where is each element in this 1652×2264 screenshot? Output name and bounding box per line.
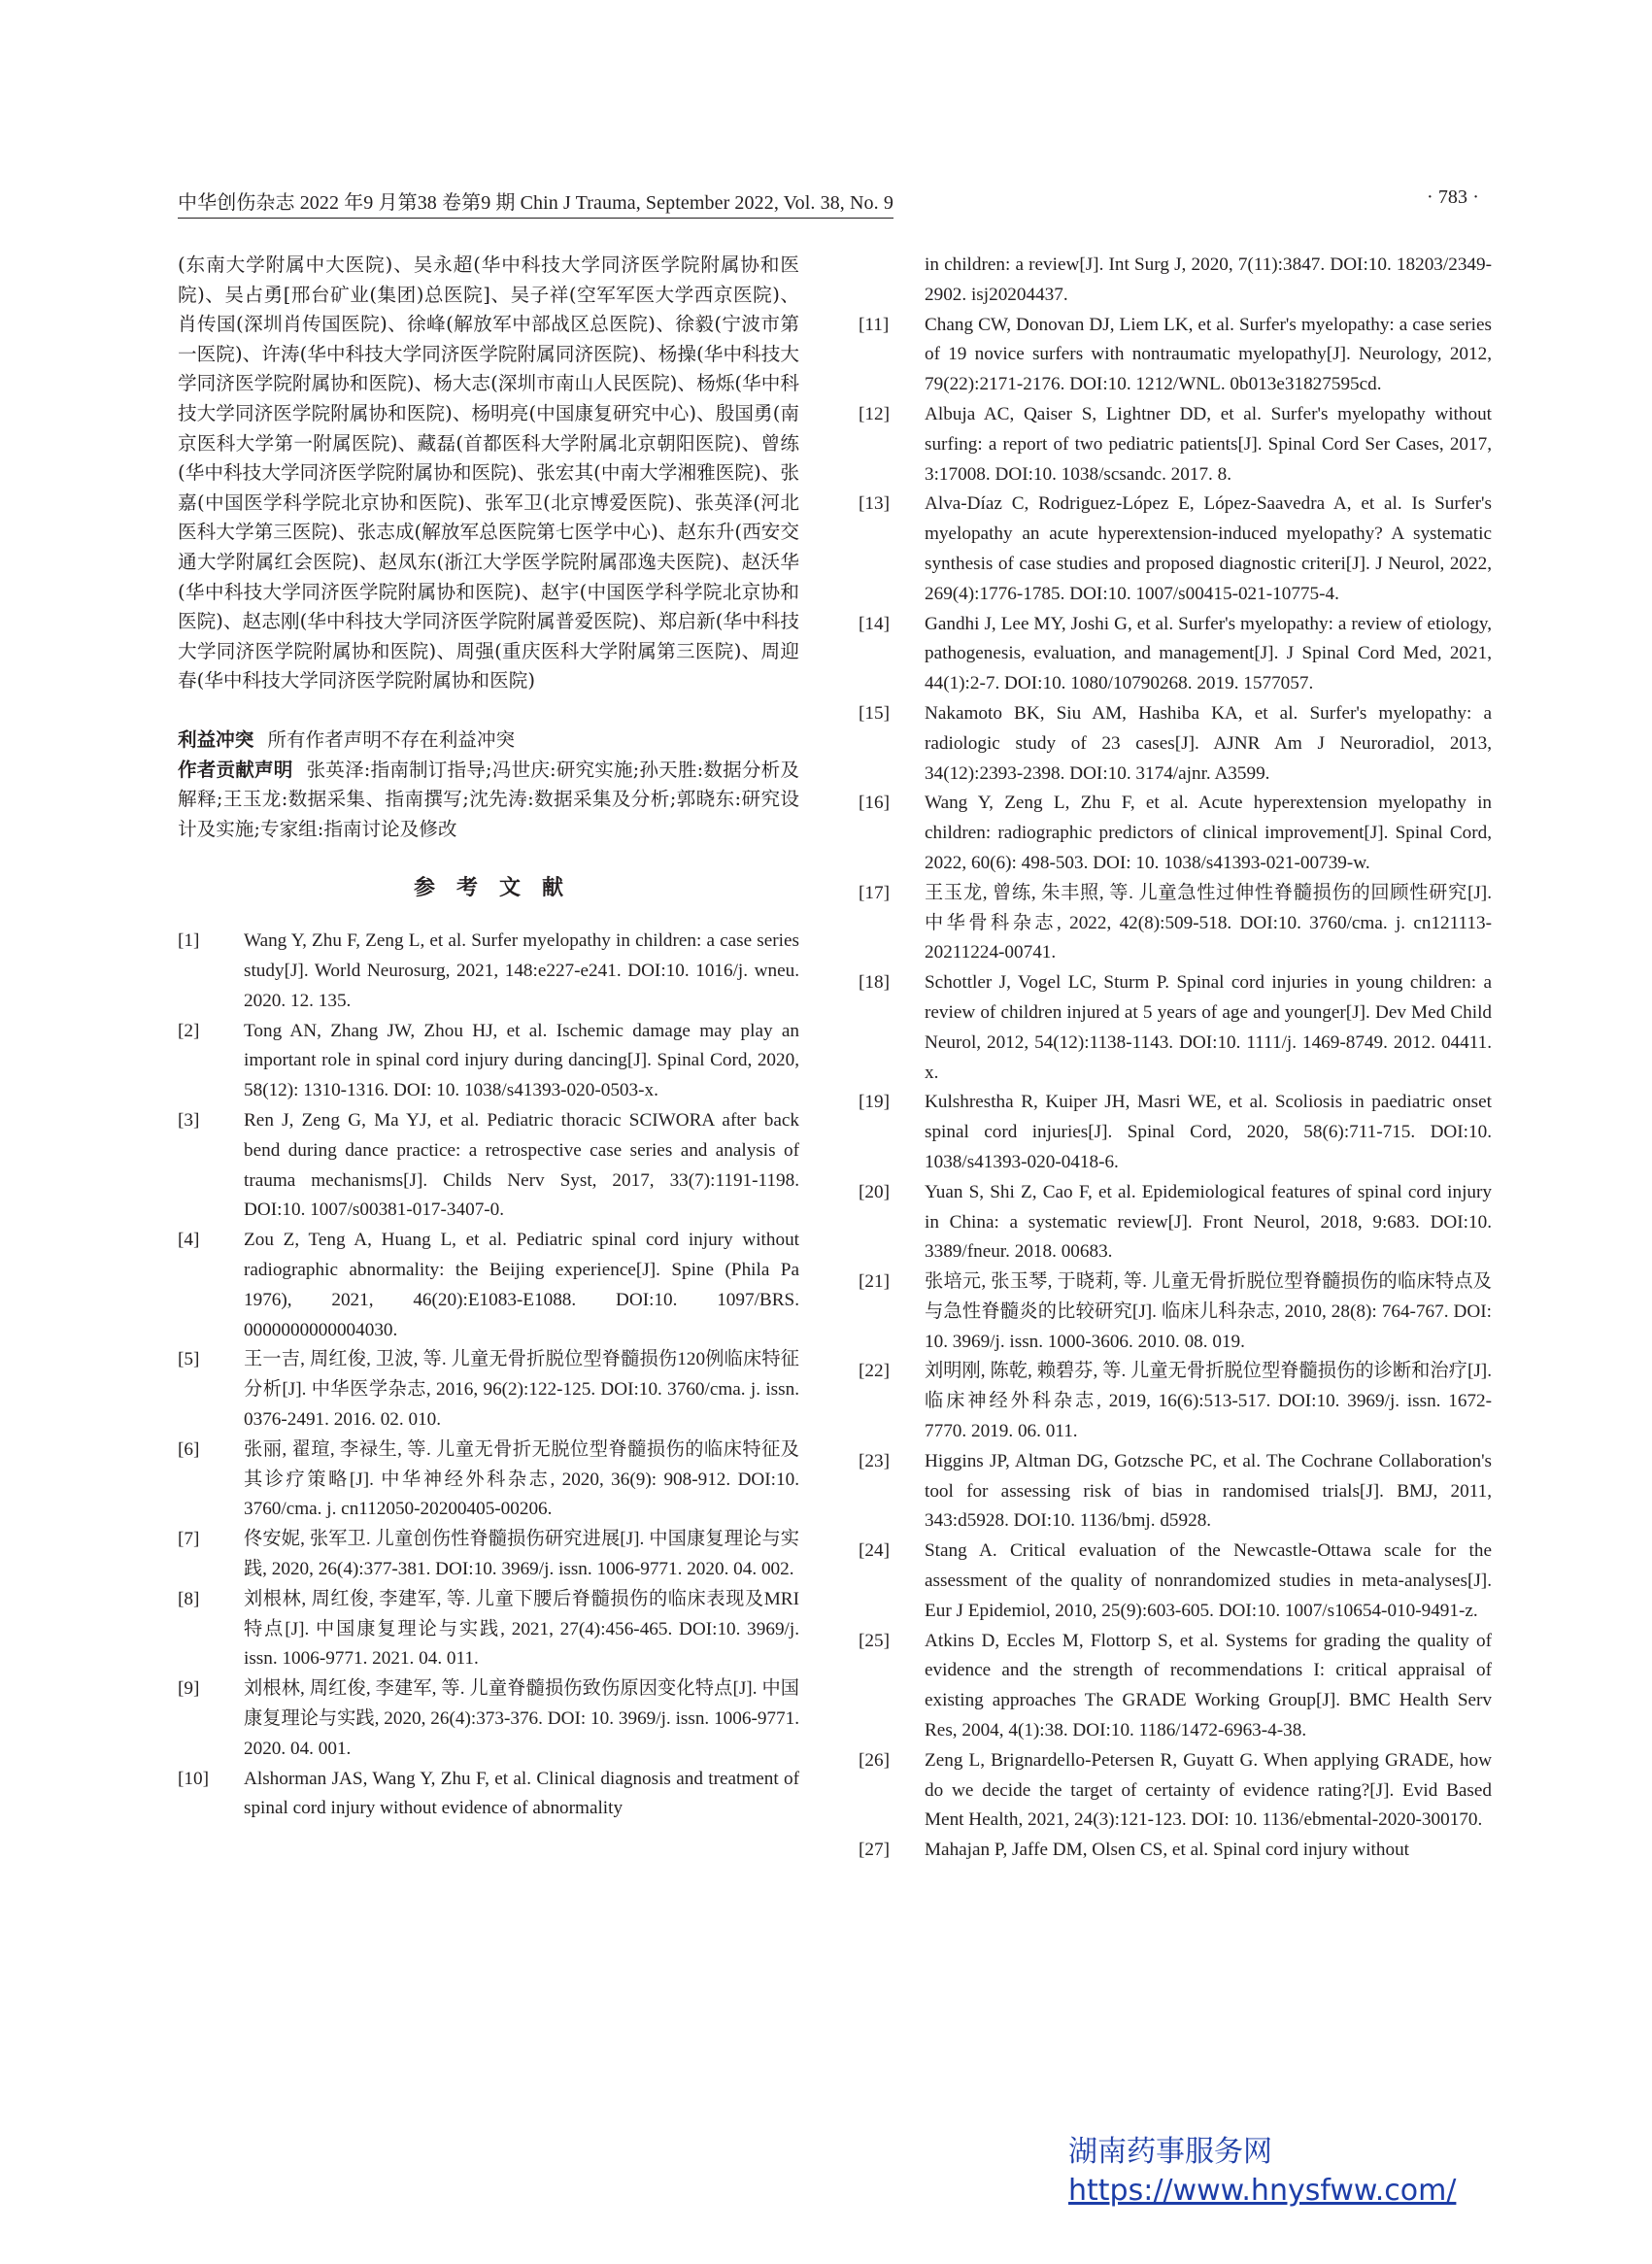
reference-number: [24] xyxy=(859,1540,890,1562)
left-column xyxy=(178,251,799,1824)
reference-item xyxy=(859,1267,1492,1357)
reference-number: [22] xyxy=(859,1361,890,1382)
reference-number: [18] xyxy=(859,972,890,994)
reference-text: Stang A. Critical evaluation of the Newcastle-Ottawa scale for the assessment of the quality of nonrandomized studies in meta-analyses[J]. Eur J Epidemiol, 2010, 25(9):603-605. DOI:10. 1007/s10654-010-9491-z. xyxy=(925,1540,1492,1621)
reference-number: [4] xyxy=(178,1230,200,1251)
reference-item xyxy=(859,251,1492,311)
contributors-list: (东南大学附属中大医院)、吴永超(华中科技大学同济医学院附属协和医院)、吴占勇[邢台矿业(集团)总医院]、吴子祥(空军军医大学西京医院)、肖传国(深圳肖传国医院)、徐峰(解放军中部战区总医院)、徐毅(宁波市第一医院)、许涛(华中科技大学同济医学院附属同济医院)、杨操(华中科技大学同济医学院附属协和医院)、杨大志(深圳市南山人民医院)、杨烁(华中科技大学同济医学院附属协和医院)、杨明亮(中国康复研究中心)、殷国勇(南京医科大学第一附属医院)、藏磊(首都医科大学附属北京朝阳医院)、曾练(华中科技大学同济医学院附属协和医院)、张宏其(中南大学湘雅医院)、张嘉(中国医学科学院北京协和医院)、张军卫(北京博爱医院)、张英泽(河北医科大学第三医院)、张志成(解放军总医院第七医学中心)、赵东升(西安交通大学附属红会医院)、赵凤东(浙江大学医学院附属邵逸夫医院)、赵沃华(华中科技大学同济医学院附属协和医院)、赵宇(中国医学科学院北京协和医院)、赵志刚(华中科技大学同济医学院附属普爱医院)、郑启新(华中科技大学同济医学院附属协和医院)、周强(重庆医科大学附属第三医院)、周迎春(华中科技大学同济医学院附属协和医院) xyxy=(178,253,799,693)
reference-item xyxy=(178,1345,799,1435)
reference-text: Gandhi J, Lee MY, Joshi G, et al. Surfer's myelopathy: a review of etiology, pathogenesis, evaluation, and management[J]. J Spinal Cord Med, 2021, 44(1):2-7. DOI:10. 1080/10790268. 2019. 1577057. xyxy=(925,613,1492,694)
reference-item xyxy=(178,1436,799,1525)
reference-text: 王玉龙, 曾练, 朱丰照, 等. 儿童急性过伸性脊髓损伤的回顾性研究[J]. 中华骨科杂志, 2022, 42(8):509-518. DOI:10. 3760/cma. j. cn121113-20211224-00741. xyxy=(925,882,1492,963)
reference-text: Nakamoto BK, Siu AM, Hashiba KA, et al. Surfer's myelopathy: a radiologic study of 23 cases[J]. AJNR Am J Neuroradiol, 2013, 34(12):2393-2398. DOI:10. 3174/ajnr. A3599. xyxy=(925,702,1492,784)
reference-text: Alshorman JAS, Wang Y, Zhu F, et al. Clinical diagnosis and treatment of spinal cord injury without evidence of abnormality xyxy=(244,1768,799,1819)
reference-item xyxy=(178,1525,799,1585)
reference-number: [16] xyxy=(859,793,890,814)
conflict-label: 利益冲突 xyxy=(178,727,254,751)
reference-text: Yuan S, Shi Z, Cao F, et al. Epidemiological features of spinal cord injury in China: a systematic review[J]. Front Neurol, 2018, 9:683. DOI:10. 3389/fneur. 2018. 00683. xyxy=(925,1181,1492,1263)
reference-number: [19] xyxy=(859,1092,890,1113)
reference-number: [17] xyxy=(859,882,890,903)
contribution-text: 张英泽:指南制订指导;冯世庆:研究实施;孙天胜:数据分析及解释;王玉龙:数据采集、指南撰写;沈先涛:数据采集及分析;郭晓东:研究设计及实施;专家组:指南讨论及修改 xyxy=(178,758,799,840)
reference-item xyxy=(859,610,1492,699)
references-list-right xyxy=(859,251,1492,1866)
reference-number: [7] xyxy=(178,1529,200,1550)
reference-number: [15] xyxy=(859,702,890,724)
watermark-name: 湖南药事服务网 xyxy=(1068,2135,1272,2169)
reference-number: [23] xyxy=(859,1450,890,1471)
reference-number: [9] xyxy=(178,1678,200,1700)
reference-text: Tong AN, Zhang JW, Zhou HJ, et al. Ischemic damage may play an important role in spinal cord injury during dancing[J]. Spinal Cord, 2020, 58(12): 1310-1316. DOI: 10. 1038/s41393-020-0503-x. xyxy=(244,1020,799,1101)
reference-text: Chang CW, Donovan DJ, Liem LK, et al. Surfer's myelopathy: a case series of 19 novice surfers with nontraumatic myelopathy[J]. Neurology, 2012, 79(22):2171-2176. DOI:10. 1212/WNL. 0b013e31827595cd. xyxy=(925,314,1492,395)
running-header xyxy=(178,181,1479,220)
reference-number: [5] xyxy=(178,1349,200,1370)
reference-text: 张培元, 张玉琴, 于晓莉, 等. 儿童无骨折脱位型脊髓损伤的临床特点及与急性脊髓炎的比较研究[J]. 临床儿科杂志, 2010, 28(8): 764-767. DOI: 10. 3969/j. issn. 1000-3606. 2010. 08. 019. xyxy=(925,1271,1492,1352)
reference-text: Alva-Díaz C, Rodriguez-López E, López-Saavedra A, et al. Is Surfer's myelopathy an acute hyperextension-induced myelopathy? A systematic synthesis of case studies and proposed diagnostic criteri[J]. J Neurol, 2022, 269(4):1776-1785. DOI:10. 1007/s00415-021-10775-4. xyxy=(925,493,1492,604)
reference-item xyxy=(178,1674,799,1764)
reference-item xyxy=(859,490,1492,609)
reference-text: Higgins JP, Altman DG, Gotzsche PC, et al. The Cochrane Collaboration's tool for assessing risk of bias in randomised trials[J]. BMJ, 2011, 343:d5928. DOI:10. 1136/bmj. d5928. xyxy=(925,1450,1492,1532)
contribution-label: 作者贡献声明 xyxy=(178,758,293,781)
reference-text: 刘根林, 周红俊, 李建军, 等. 儿童下腰后脊髓损伤的临床表现及MRI特点[J]. 中国康复理论与实践, 2021, 27(4):456-465. DOI:10. 3969/j. issn. 1006-9771. 2021. 04. 011. xyxy=(244,1588,799,1670)
reference-number: [11] xyxy=(859,314,890,335)
conflict-text: 所有作者声明不存在利益冲突 xyxy=(267,727,516,751)
reference-text: 佟安妮, 张军卫. 儿童创伤性脊髓损伤研究进展[J]. 中国康复理论与实践, 2020, 26(4):377-381. DOI:10. 3969/j. issn. 1006-9771. 2020. 04. 002. xyxy=(244,1529,799,1580)
reference-item xyxy=(859,789,1492,878)
right-column xyxy=(859,251,1492,1866)
reference-text: 王一吉, 周红俊, 卫波, 等. 儿童无骨折脱位型脊髓损伤120例临床特征分析[J]. 中华医学杂志, 2016, 96(2):122-125. DOI:10. 3760/cma. j. issn. 0376-2491. 2016. 02. 010. xyxy=(244,1349,799,1431)
reference-item xyxy=(859,1746,1492,1836)
contribution-statement xyxy=(178,756,799,845)
reference-text: Zeng L, Brignardello-Petersen R, Guyatt G. When applying GRADE, how do we decide the target of certainty of evidence rating?[J]. Evid Based Ment Health, 2021, 24(3):121-123. DOI: 10. 1136/ebmental-2020-300170. xyxy=(925,1749,1492,1831)
reference-number: [25] xyxy=(859,1630,890,1651)
references-heading: 参考文献 xyxy=(413,875,585,901)
reference-text: Wang Y, Zhu F, Zeng L, et al. Surfer myelopathy in children: a case series study[J]. World Neurosurg, 2021, 148:e227-e241. DOI:10. 1016/j. wneu. 2020. 12. 135. xyxy=(244,930,799,1011)
reference-item xyxy=(178,1585,799,1674)
reference-text: 刘明刚, 陈乾, 赖碧芬, 等. 儿童无骨折脱位型脊髓损伤的诊断和治疗[J]. 临床神经外科杂志, 2019, 16(6):513-517. DOI:10. 3969/j. issn. 1672-7770. 2019. 06. 011. xyxy=(925,1361,1492,1442)
reference-item xyxy=(859,879,1492,968)
reference-item xyxy=(859,1627,1492,1746)
reference-number: [2] xyxy=(178,1020,200,1041)
reference-item xyxy=(178,1106,799,1226)
reference-number: [27] xyxy=(859,1840,890,1861)
reference-number: [21] xyxy=(859,1271,890,1293)
reference-item xyxy=(178,1226,799,1345)
reference-text: in children: a review[J]. Int Surg J, 2020, 7(11):3847. DOI:10. 18203/2349-2902. isj20204437. xyxy=(925,254,1492,305)
reference-number: [26] xyxy=(859,1749,890,1771)
reference-item xyxy=(859,311,1492,400)
reference-number: [6] xyxy=(178,1438,200,1460)
reference-text: Wang Y, Zeng L, Zhu F, et al. Acute hyperextension myelopathy in children: radiographic predictors of clinical improvement[J]. Spinal Cord, 2022, 60(6): 498-503. DOI: 10. 1038/s41393-021-00739-w. xyxy=(925,793,1492,873)
reference-number: [8] xyxy=(178,1588,200,1609)
page-number: · 783 · xyxy=(1426,186,1479,208)
reference-number: [3] xyxy=(178,1110,200,1132)
reference-number: [20] xyxy=(859,1181,890,1202)
reference-number: [10] xyxy=(178,1768,209,1789)
reference-item xyxy=(859,1836,1492,1866)
watermark-url[interactable]: https://www.hnysfww.com/ xyxy=(1068,2174,1457,2208)
conflict-statement xyxy=(178,726,799,756)
reference-text: Zou Z, Teng A, Huang L, et al. Pediatric spinal cord injury without radiographic abnormality: the Beijing experience[J]. Spine (Phila Pa 1976), 2021, 46(20):E1083-E1088. DOI:10. 1097/BRS. 0000000000004030. xyxy=(244,1230,799,1340)
reference-text: Mahajan P, Jaffe DM, Olsen CS, et al. Spinal cord injury without xyxy=(925,1840,1409,1861)
reference-item xyxy=(859,1537,1492,1626)
reference-text: Ren J, Zeng G, Ma YJ, et al. Pediatric thoracic SCIWORA after back bend during dance practice: a retrospective case series and analysis of trauma mechanisms[J]. Childs Nerv Syst, 2017, 33(7):1191-1198. DOI:10. 1007/s00381-017-3407-0. xyxy=(244,1110,799,1221)
reference-text: Albuja AC, Qaiser S, Lightner DD, et al. Surfer's myelopathy without surfing: a report of two pediatric patients[J]. Spinal Cord Ser Cases, 2017, 3:17008. DOI:10. 1038/scsandc. 2017. 8. xyxy=(925,403,1492,485)
reference-number: [13] xyxy=(859,493,890,515)
reference-text: Atkins D, Eccles M, Flottorp S, et al. Systems for grading the quality of evidence and the strength of recommendations I: critical appraisal of existing approaches The GRADE Working Group[J]. BMC Health Serv Res, 2004, 4(1):38. DOI:10. 1186/1472-6963-4-38. xyxy=(925,1630,1492,1741)
reference-item xyxy=(859,699,1492,789)
reference-item xyxy=(859,1088,1492,1177)
reference-item xyxy=(859,968,1492,1088)
reference-text: Schottler J, Vogel LC, Sturm P. Spinal cord injuries in young children: a review of children injured at 5 years of age and younger[J]. Dev Med Child Neurol, 2012, 54(12):1138-1143. DOI:10. 1111/j. 1469-8749. 2012. 04411. x. xyxy=(925,972,1492,1083)
reference-text: 张丽, 翟瑄, 李禄生, 等. 儿童无骨折无脱位型脊髓损伤的临床特征及其诊疗策略[J]. 中华神经外科杂志, 2020, 36(9): 908-912. DOI:10. 3760/cma. j. cn112050-20200405-00206. xyxy=(244,1438,799,1520)
reference-number: [12] xyxy=(859,403,890,424)
reference-item xyxy=(178,1765,799,1825)
reference-text: Kulshrestha R, Kuiper JH, Masri WE, et al. Scoliosis in paediatric onset spinal cord injuries[J]. Spinal Cord, 2020, 58(6):711-715. DOI:10. 1038/s41393-020-0418-6. xyxy=(925,1092,1492,1172)
reference-item xyxy=(859,1447,1492,1537)
reference-item xyxy=(859,1357,1492,1446)
references-list-left xyxy=(178,927,799,1824)
reference-number: [1] xyxy=(178,930,200,952)
reference-item xyxy=(859,1178,1492,1267)
reference-number: [14] xyxy=(859,613,890,634)
reference-item xyxy=(178,1017,799,1106)
reference-text: 刘根林, 周红俊, 李建军, 等. 儿童脊髓损伤致伤原因变化特点[J]. 中国康复理论与实践, 2020, 26(4):373-376. DOI: 10. 3969/j. issn. 1006-9771. 2020. 04. 001. xyxy=(244,1678,799,1759)
journal-line: 中华创伤杂志 2022 年9 月第38 卷第9 期 Chin J Trauma, September 2022, Vol. 38, No. 9 xyxy=(178,186,893,219)
reference-item xyxy=(178,927,799,1016)
reference-item xyxy=(859,400,1492,490)
